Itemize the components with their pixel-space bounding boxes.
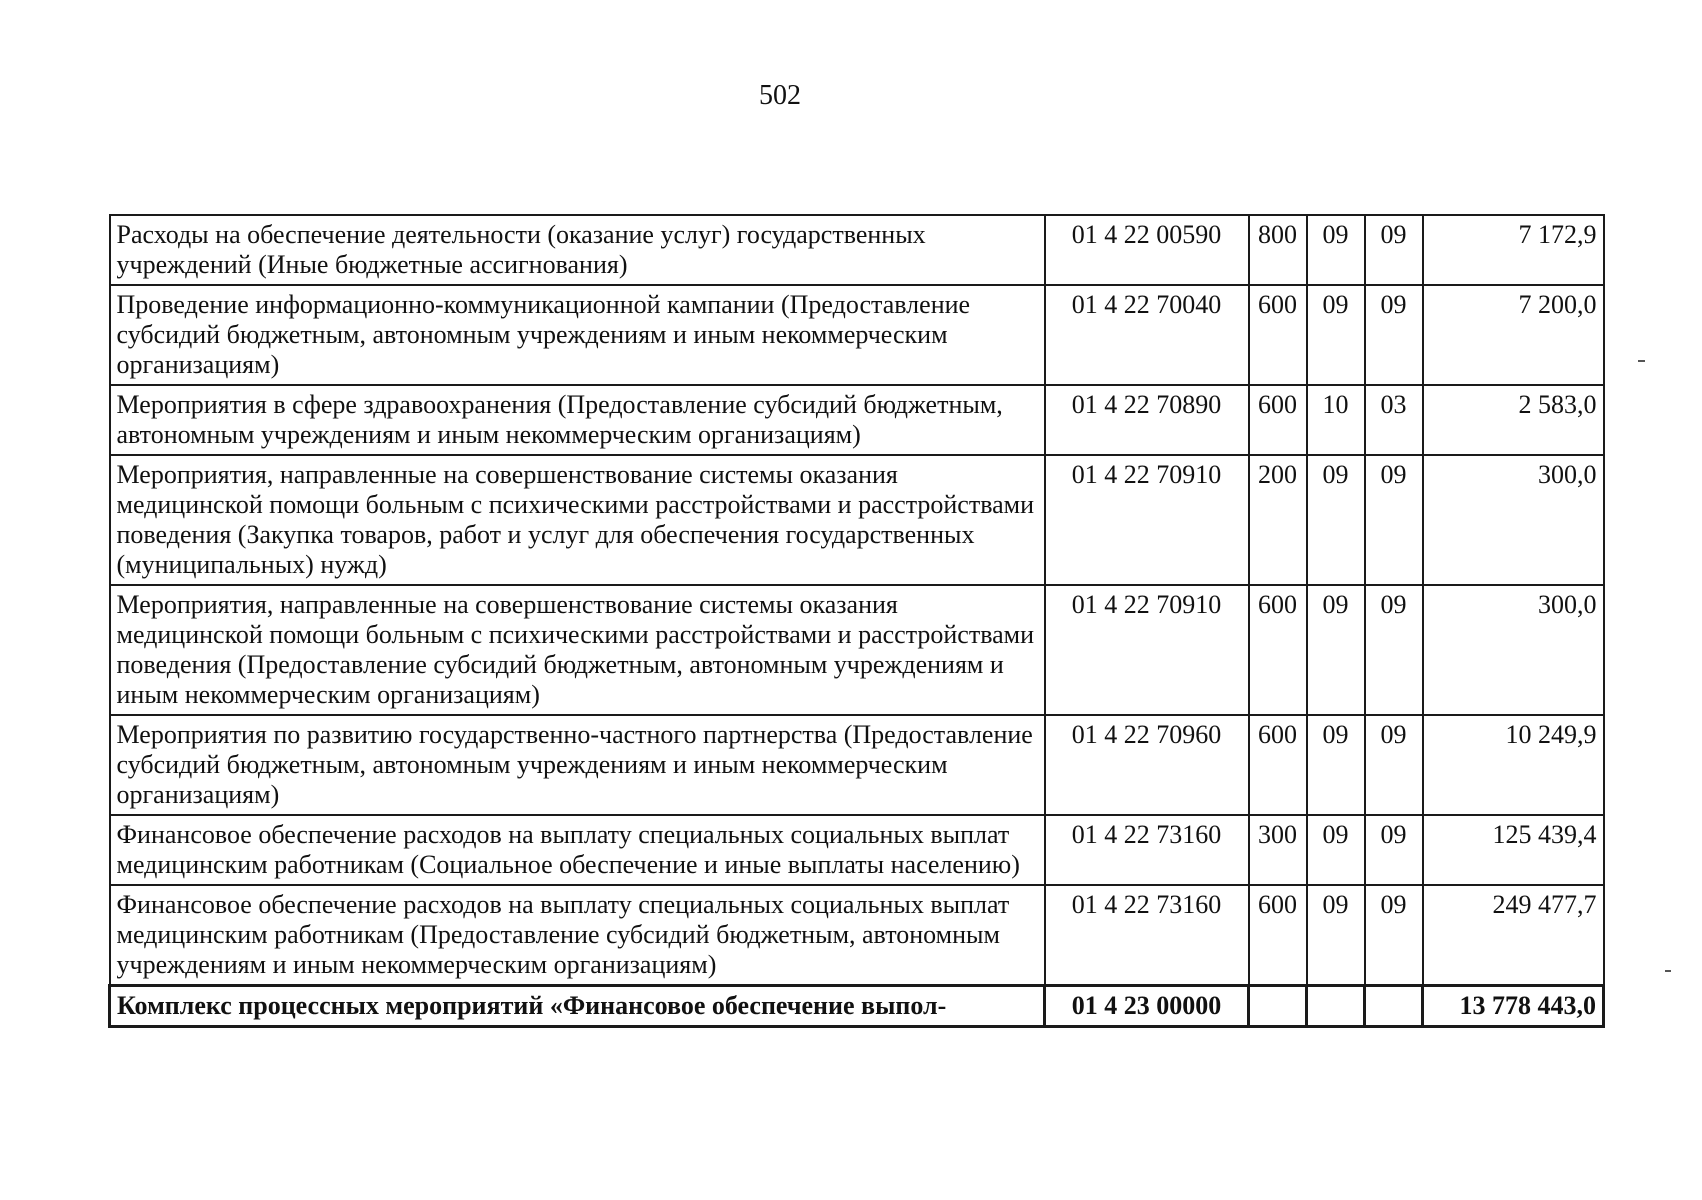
total-vr-cell	[1249, 986, 1307, 1027]
table-row	[110, 455, 1604, 585]
row-pr-cell: 03	[1365, 385, 1423, 455]
table-row	[110, 815, 1604, 885]
row-pr-cell: 09	[1365, 455, 1423, 585]
scan-speck	[1638, 360, 1645, 362]
row-vr-cell: 300	[1249, 815, 1307, 885]
table-row	[110, 285, 1604, 385]
row-vr-cell: 600	[1249, 385, 1307, 455]
row-name-cell: Финансовое обеспечение расходов на выплату специальных социальных выплат медицинским работникам (Социальное обеспечение и иные выплаты населению)	[110, 815, 1045, 885]
row-name-cell: Мероприятия, направленные на совершенствование системы оказания медицинской помощи больным с психическими расстройствами и расстройствами поведения (Предоставление субсидий бюджетным, автономным учреждениям и иным некоммерческим организациям)	[110, 585, 1045, 715]
table-row	[110, 215, 1604, 285]
row-code-cell: 01 4 22 73160	[1045, 815, 1249, 885]
row-pr-cell: 09	[1365, 285, 1423, 385]
row-name-cell: Мероприятия по развитию государственно-частного партнерства (Предоставление субсидий бюджетным, автономным учреждениям и иным некоммерческим организациям)	[110, 715, 1045, 815]
total-name-cell: Комплекс процессных мероприятий «Финансовое обеспечение выпол-	[110, 986, 1045, 1027]
row-rz-cell: 10	[1307, 385, 1365, 455]
row-code-cell: 01 4 22 70910	[1045, 585, 1249, 715]
table-row	[110, 885, 1604, 986]
row-amount-cell: 7 172,9	[1423, 215, 1604, 285]
row-rz-cell: 09	[1307, 215, 1365, 285]
row-rz-cell: 09	[1307, 285, 1365, 385]
page-number: 502	[759, 80, 801, 111]
row-name-cell: Расходы на обеспечение деятельности (оказание услуг) государственных учреждений (Иные бюджетные ассигнования)	[110, 215, 1045, 285]
row-pr-cell: 09	[1365, 215, 1423, 285]
total-row	[110, 986, 1604, 1027]
row-amount-cell: 125 439,4	[1423, 815, 1604, 885]
row-vr-cell: 600	[1249, 715, 1307, 815]
table-row	[110, 715, 1604, 815]
row-amount-cell: 300,0	[1423, 455, 1604, 585]
row-amount-cell: 300,0	[1423, 585, 1604, 715]
row-pr-cell: 09	[1365, 815, 1423, 885]
total-pr-cell	[1365, 986, 1423, 1027]
row-amount-cell: 7 200,0	[1423, 285, 1604, 385]
row-code-cell: 01 4 22 70890	[1045, 385, 1249, 455]
row-pr-cell: 09	[1365, 715, 1423, 815]
row-name-cell: Мероприятия в сфере здравоохранения (Предоставление субсидий бюджетным, автономным учреждениям и иным некоммерческим организациям)	[110, 385, 1045, 455]
row-vr-cell: 600	[1249, 885, 1307, 986]
row-rz-cell: 09	[1307, 715, 1365, 815]
table-row	[110, 385, 1604, 455]
row-name-cell: Мероприятия, направленные на совершенствование системы оказания медицинской помощи больным с психическими расстройствами и расстройствами поведения (Закупка товаров, работ и услуг для обеспечения государственных (муниципальных) нужд)	[110, 455, 1045, 585]
row-vr-cell: 600	[1249, 285, 1307, 385]
row-vr-cell: 200	[1249, 455, 1307, 585]
row-pr-cell: 09	[1365, 585, 1423, 715]
row-pr-cell: 09	[1365, 885, 1423, 986]
row-name-cell: Проведение информационно-коммуникационной кампании (Предоставление субсидий бюджетным, автономным учреждениям и иным некоммерческим организациям)	[110, 285, 1045, 385]
row-name-cell: Финансовое обеспечение расходов на выплату специальных социальных выплат медицинским работникам (Предоставление субсидий бюджетным, автономным учреждениям и иным некоммерческим организациям)	[110, 885, 1045, 986]
row-amount-cell: 249 477,7	[1423, 885, 1604, 986]
row-code-cell: 01 4 22 00590	[1045, 215, 1249, 285]
row-rz-cell: 09	[1307, 455, 1365, 585]
row-rz-cell: 09	[1307, 815, 1365, 885]
table-row	[110, 585, 1604, 715]
row-amount-cell: 10 249,9	[1423, 715, 1604, 815]
row-amount-cell: 2 583,0	[1423, 385, 1604, 455]
total-amount-cell: 13 778 443,0	[1423, 986, 1604, 1027]
budget-table	[108, 214, 1605, 1028]
row-code-cell: 01 4 22 73160	[1045, 885, 1249, 986]
row-code-cell: 01 4 22 70040	[1045, 285, 1249, 385]
row-code-cell: 01 4 22 70960	[1045, 715, 1249, 815]
scan-speck	[1665, 970, 1671, 972]
row-vr-cell: 600	[1249, 585, 1307, 715]
total-code-cell: 01 4 23 00000	[1045, 986, 1249, 1027]
row-rz-cell: 09	[1307, 885, 1365, 986]
row-code-cell: 01 4 22 70910	[1045, 455, 1249, 585]
row-rz-cell: 09	[1307, 585, 1365, 715]
total-rz-cell	[1307, 986, 1365, 1027]
row-vr-cell: 800	[1249, 215, 1307, 285]
